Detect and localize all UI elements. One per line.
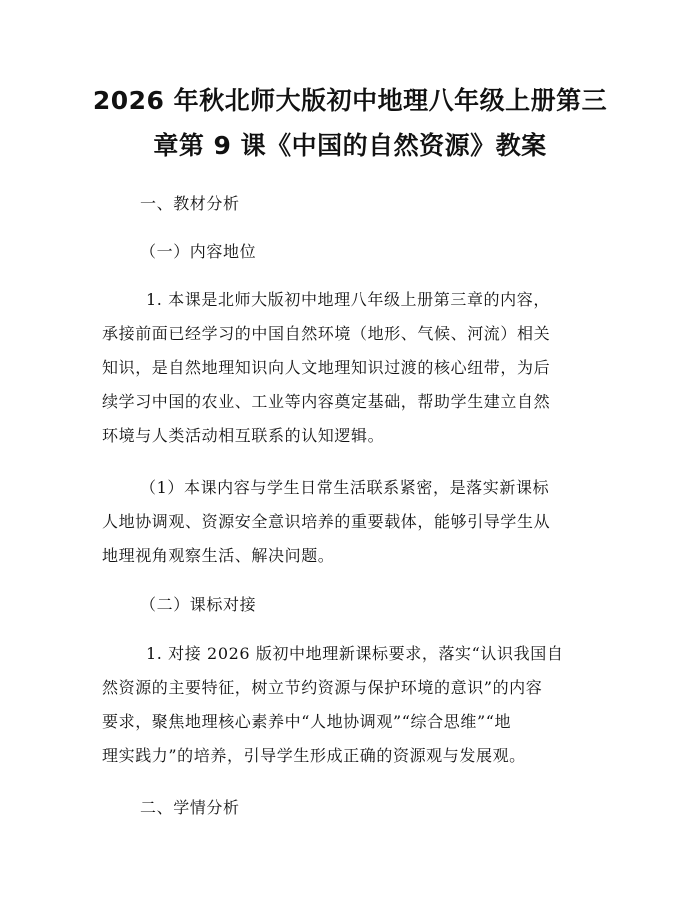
paragraph-1-line-2: 承接前面已经学习的中国自然环境（地形、气候、河流）相关 [102,324,551,343]
paragraph-2-line-1: （1）本课内容与学生日常生活联系紧密，是落实新课标 [140,478,550,497]
paragraph-1-line-5: 环境与人类活动相互联系的认知逻辑。 [102,426,385,445]
document-title-line-2: 章第 9 课《中国的自然资源》教案 [153,131,547,160]
paragraph-1-line-4: 续学习中国的农业、工业等内容奠定基础，帮助学生建立自然 [102,392,551,411]
paragraph-1-line-1: 1. 本课是北师大版初中地理八年级上册第三章的内容， [146,290,550,309]
subsection-heading-curriculum-alignment: （二）课标对接 [140,595,257,614]
paragraph-3-line-3: 要求，聚焦地理核心素养中“人地协调观”“综合思维”“地 [102,712,512,731]
paragraph-3-line-2: 然资源的主要特征，树立节约资源与保护环境的意识”的内容 [102,678,543,697]
section-heading-textbook-analysis: 一、教材分析 [140,194,240,213]
paragraph-2-line-3: 地理视角观察生活、解决问题。 [102,546,335,565]
section-heading-learner-analysis: 二、学情分析 [140,798,240,817]
paragraph-2-line-2: 人地协调观、资源安全意识培养的重要载体，能够引导学生从 [102,512,551,531]
paragraph-1-line-3: 知识，是自然地理知识向人文地理知识过渡的核心纽带，为后 [102,358,551,377]
document-title-line-1: 2026 年秋北师大版初中地理八年级上册第三 [92,86,608,115]
subsection-heading-content-position: （一）内容地位 [140,242,257,261]
paragraph-3-line-1: 1. 对接 2026 版初中地理新课标要求，落实“认识我国自 [146,644,564,663]
paragraph-3-line-4: 理实践力”的培养，引导学生形成正确的资源观与发展观。 [102,746,526,765]
